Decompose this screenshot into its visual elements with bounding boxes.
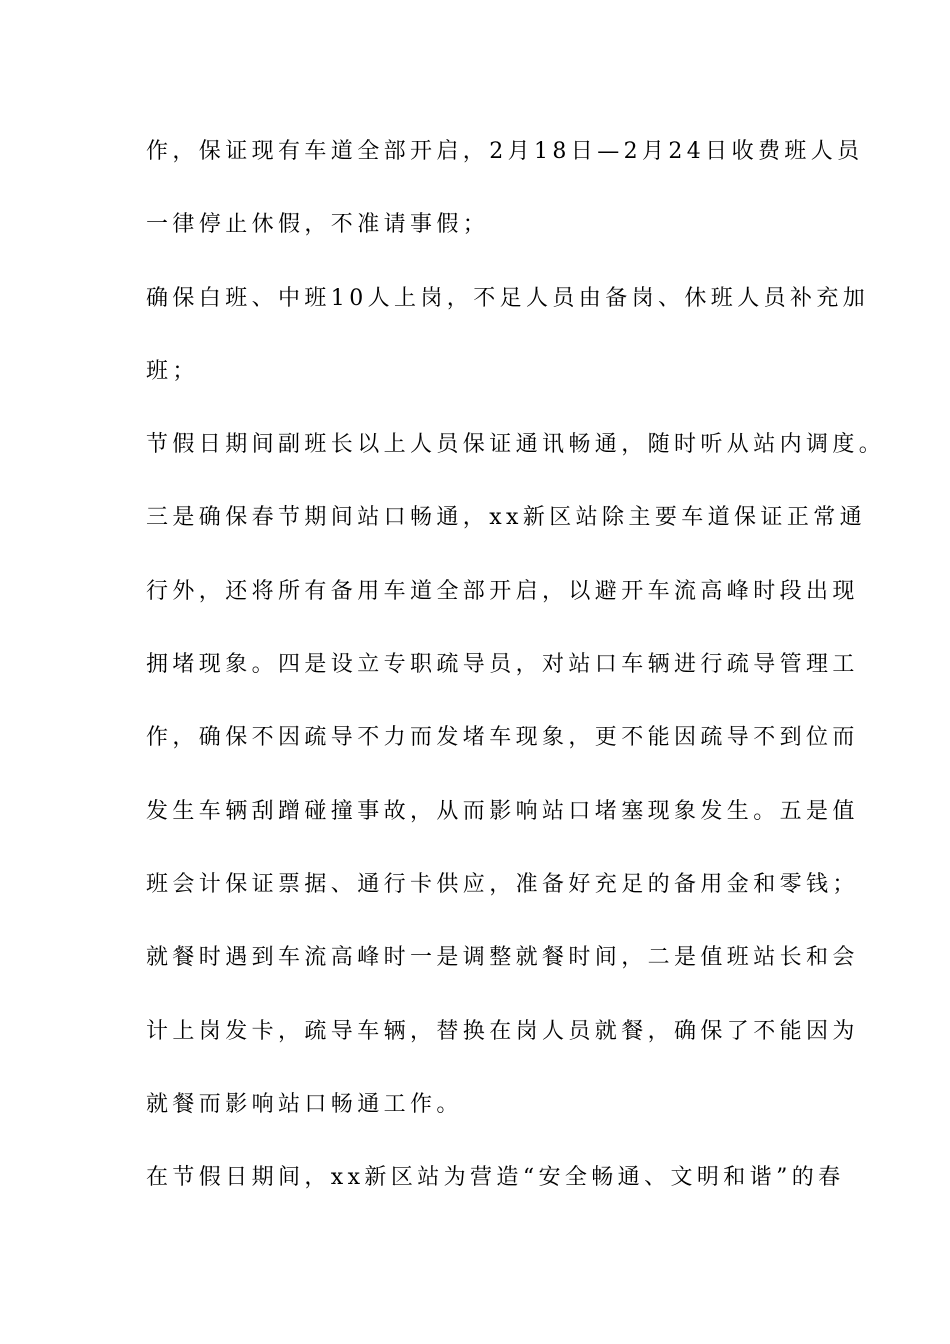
text-line: 确保白班、中班10人上岗，不足人员由备岗、休班人员补充加: [146, 285, 870, 311]
text-line: 作，确保不因疏导不力而发堵车现象，更不能因疏导不到位而: [146, 725, 859, 751]
text-line: 班；: [146, 358, 199, 384]
text-line: 拥堵现象。四是设立专职疏导员，对站口车辆进行疏导管理工: [146, 652, 859, 678]
text-line: 行外，还将所有备用车道全部开启，以避开车流高峰时段出现: [146, 578, 859, 604]
text-line: 就餐时遇到车流高峰时一是调整就餐时间，二是值班站长和会: [146, 945, 859, 971]
body-text: [146, 130, 886, 1229]
text-line: 发生车辆刮蹭碰撞事故，从而影响站口堵塞现象发生。五是值: [146, 798, 859, 824]
text-line: 就餐而影响站口畅通工作。: [146, 1091, 463, 1117]
text-line: 节假日期间副班长以上人员保证通讯畅通，随时听从站内调度。: [146, 432, 886, 458]
text-line: 班会计保证票据、通行卡供应，准备好充足的备用金和零钱；: [146, 871, 859, 897]
text-line: 计上岗发卡，疏导车辆，替换在岗人员就餐，确保了不能因为: [146, 1018, 859, 1044]
text-line: 在节假日期间，xx新区站为营造“安全畅通、文明和谐”的春: [146, 1165, 845, 1191]
text-line: 三是确保春节期间站口畅通，xx新区站除主要车道保证正常通: [146, 505, 867, 531]
text-line: 一律停止休假，不准请事假；: [146, 212, 490, 238]
text-line: 作，保证现有车道全部开启，2月18日—2月24日收费班人员: [146, 139, 864, 164]
